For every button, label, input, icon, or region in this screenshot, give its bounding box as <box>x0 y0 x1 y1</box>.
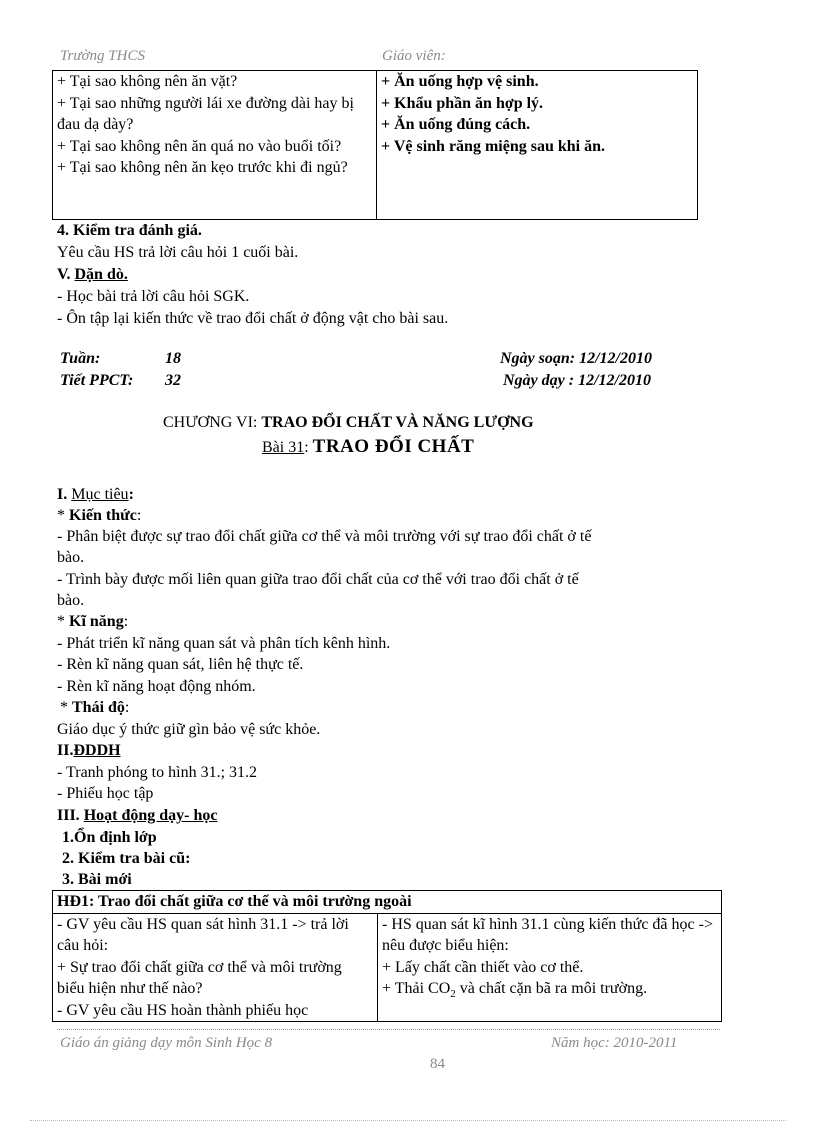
knowledge-item: - Trình bày được mối liên quan giữa trao đổi chất của cơ thể với trao đổi chất ở tế <box>57 571 579 588</box>
teacher-step: - GV yêu cầu HS hoàn thành phiếu học <box>57 1001 309 1019</box>
assessment-heading: 4. Kiểm tra đánh giá. <box>57 222 202 239</box>
objectives-heading <box>57 484 134 505</box>
period-value: 32 <box>165 372 181 389</box>
homework-heading <box>57 264 128 285</box>
question-item: + Tại sao không nên ăn vặt? <box>57 73 238 90</box>
activity-table-header: HĐ1: Trao đổi chất giữa cơ thể và môi trường ngoài <box>53 891 722 914</box>
lesson-title: TRAO ĐỔI CHẤT <box>312 436 475 457</box>
skill-item: - Rèn kĩ năng hoạt động nhóm. <box>57 678 256 695</box>
attitude-star: * <box>60 699 68 716</box>
activity-table-teacher-cell <box>53 913 378 1022</box>
materials-title: ĐDDH <box>73 742 121 759</box>
materials-item: - Phiếu học tập <box>57 785 154 802</box>
homework-num: V. <box>57 266 71 283</box>
answer-item: + Vệ sinh răng miệng sau khi ăn. <box>381 137 605 155</box>
knowledge-item: - Phân biệt được sự trao đổi chất giữa cơ thể và môi trường với sự trao đổi chất ở tế <box>57 528 592 545</box>
skill-item: - Phát triển kĩ năng quan sát và phân tích kênh hình. <box>57 635 391 652</box>
homework-item: - Học bài trả lời câu hỏi SGK. <box>57 288 250 305</box>
period-label: Tiết PPCT: <box>60 372 134 389</box>
review-table-left-cell <box>53 71 377 220</box>
answer-item: + Ăn uống đúng cách. <box>381 116 531 133</box>
lesson-sep: : <box>304 439 309 456</box>
chapter-prefix: CHƯƠNG VI: <box>163 414 258 431</box>
student-step: + Thải $CO_2$ và chất cặn bã ra môi trường. <box>382 980 648 1001</box>
answer-item: + Khẩu phần ăn hợp lý. <box>381 94 544 112</box>
week-value: 18 <box>165 350 181 367</box>
attitude-heading: * Thái độ: <box>60 699 130 716</box>
attitude-text: Giáo dục ý thức giữ gìn bảo vệ sức khỏe. <box>57 721 321 738</box>
skill-label: Kĩ năng <box>69 613 124 630</box>
assessment-text: Yêu cầu HS trả lời câu hỏi 1 cuối bài. <box>57 244 299 261</box>
skill-star: * <box>57 613 65 630</box>
materials-heading <box>57 740 121 761</box>
lesson-label: Bài 31 <box>262 439 305 456</box>
step-item: 1.Ổn định lớp <box>62 829 157 846</box>
question-item: + Tại sao không nên ăn quá no vào buổi tối? <box>57 137 342 155</box>
question-item: + Tại sao không nên ăn kẹo trước khi đi ngủ? <box>57 159 348 176</box>
question-item: + Tại sao những người lái xe đường dài hay bị đau dạ dày? <box>57 94 354 133</box>
knowledge-item: bào. <box>57 592 85 609</box>
step-item: 3. Bài mới <box>62 871 132 888</box>
answer-item: + Ăn uống hợp vệ sinh. <box>381 73 539 90</box>
knowledge-star: * <box>57 507 65 524</box>
materials-item: - Tranh phóng to hình 31.; 31.2 <box>57 764 258 781</box>
attitude-label: Thái độ <box>72 699 125 716</box>
activity-table-student-cell <box>378 913 722 1022</box>
week-label: Tuần: <box>60 350 101 367</box>
review-table <box>52 70 698 220</box>
footer-rule <box>57 1029 720 1030</box>
objectives-num: I. <box>57 486 68 503</box>
activities-heading <box>57 805 217 826</box>
knowledge-item: bào. <box>57 549 85 566</box>
student-step: + Lấy chất cần thiết vào cơ thể. <box>382 958 584 976</box>
objectives-title: Mục tiêu <box>71 486 129 503</box>
homework-item: - Ôn tập lại kiến thức về trao đổi chất ở động vật cho bài sau. <box>57 310 449 327</box>
knowledge-label: Kiến thức <box>69 507 137 524</box>
header-teacher: Giáo viên: <box>382 48 446 64</box>
activities-title: Hoạt động dạy- học <box>83 807 218 824</box>
footer-right: Năm học: 2010-2011 <box>551 1035 678 1051</box>
header-school: Trường THCS <box>60 48 145 64</box>
page-bottom-rule <box>30 1120 786 1121</box>
step-item: 2. Kiểm tra bài cũ: <box>62 850 191 867</box>
materials-num: II. <box>57 742 74 759</box>
skill-item: - Rèn kĩ năng quan sát, liên hệ thực tế. <box>57 656 304 673</box>
knowledge-heading: * Kiến thức: <box>57 507 142 524</box>
review-table-right-cell <box>377 71 698 220</box>
footer-left: Giáo án giảng dạy môn Sinh Học 8 <box>60 1035 273 1051</box>
teacher-step: + Sự trao đổi chất giữa cơ thể và môi trường biểu hiện như thế nào? <box>57 958 342 997</box>
page-number: 84 <box>430 1056 445 1072</box>
student-step: - HS quan sát kĩ hình 31.1 cùng kiến thức đã học -> nêu được biểu hiện: <box>382 915 713 954</box>
lesson-heading <box>262 436 474 458</box>
chapter-heading <box>163 414 534 432</box>
activities-num: III. <box>57 807 80 824</box>
teach-date: Ngày dạy : 12/12/2010 <box>503 372 651 389</box>
homework-label: Dặn dò. <box>74 266 128 283</box>
activity-table <box>52 890 722 1022</box>
skill-heading: * Kĩ năng: <box>57 613 129 630</box>
prep-date: Ngày soạn: 12/12/2010 <box>500 350 652 367</box>
teacher-step: - GV yêu cầu HS quan sát hình 31.1 -> trả lời câu hỏi: <box>57 915 349 954</box>
objectives-colon: : <box>128 486 134 503</box>
chapter-title: TRAO ĐỔI CHẤT VÀ NĂNG LƯỢNG <box>261 414 534 431</box>
